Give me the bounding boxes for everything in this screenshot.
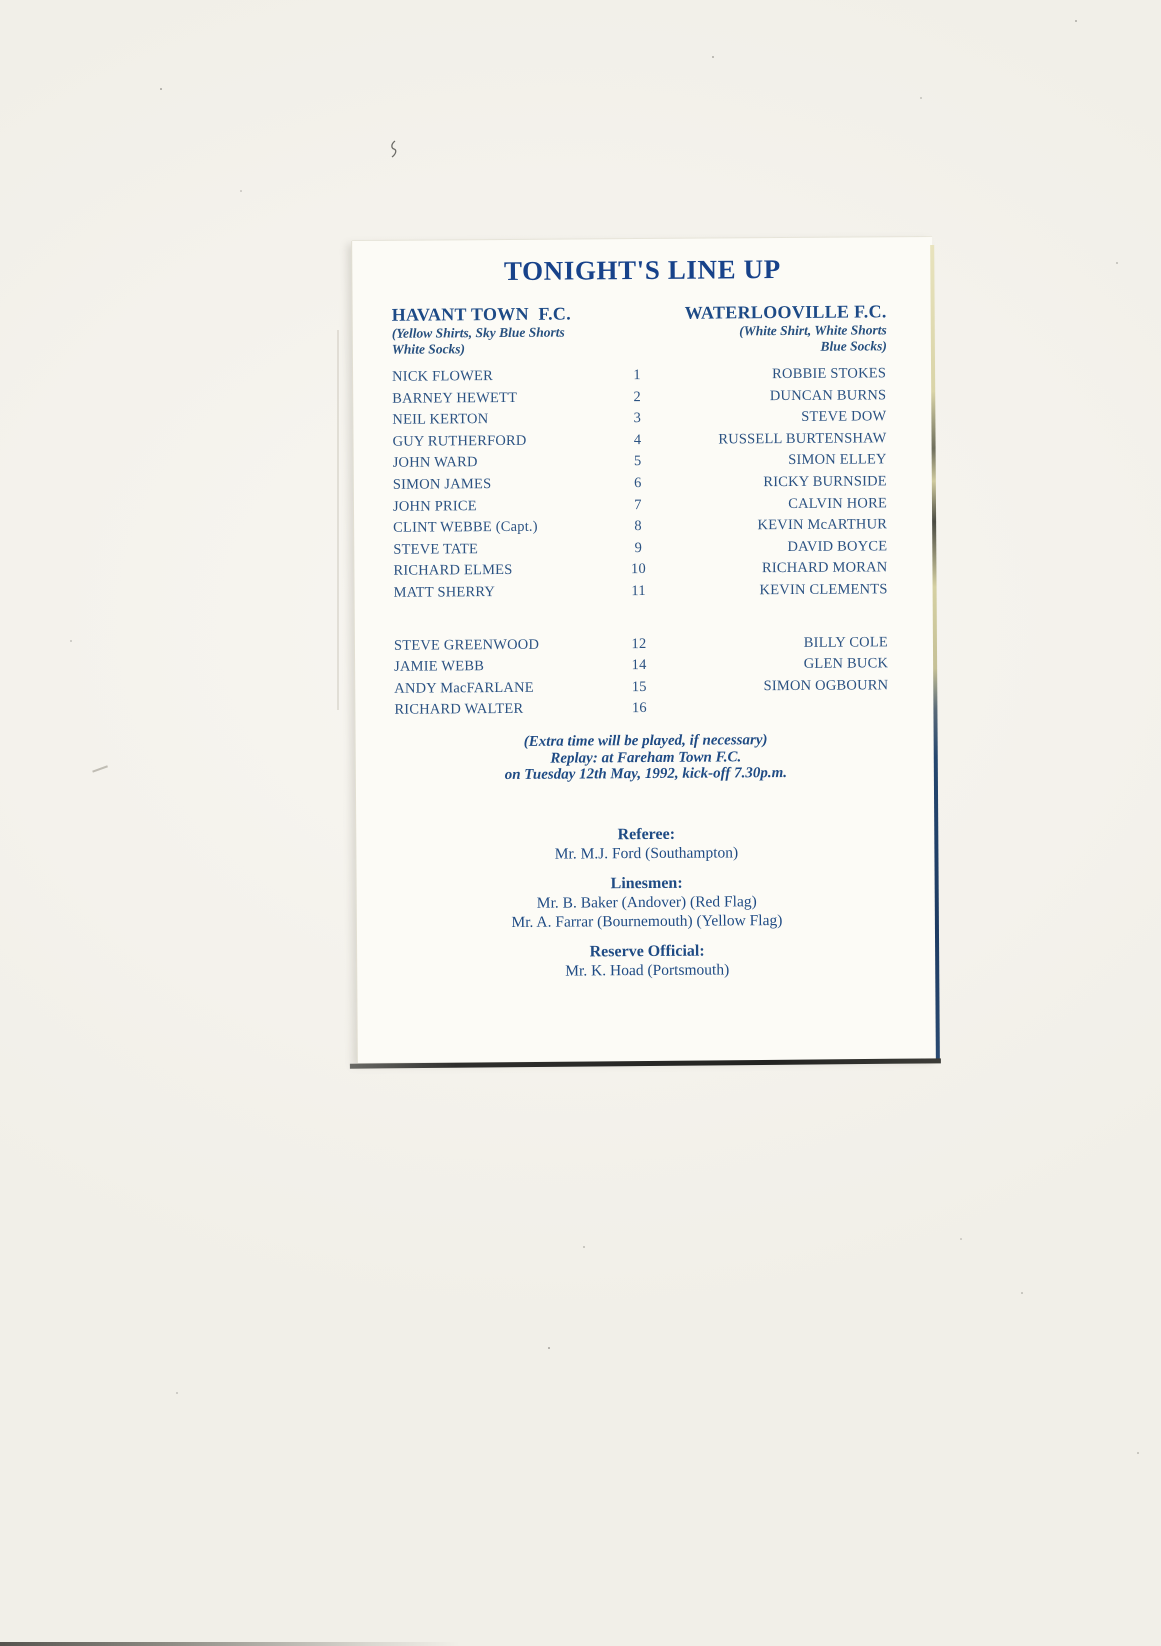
shirt-number: 3: [633, 410, 642, 427]
speckle: [70, 640, 72, 642]
away-player: RUSSELL BURTENSHAW: [718, 430, 887, 448]
linesmen-heading: Linesmen:: [610, 874, 683, 893]
away-team-header: [685, 301, 887, 354]
shirt-number: 10: [630, 561, 646, 578]
speckle: [1075, 20, 1077, 22]
scanner-edge-shadow: [0, 1642, 460, 1646]
home-team-name: HAVANT TOWN F.C.: [391, 303, 572, 325]
shirt-number: 5: [633, 453, 642, 470]
home-substitute: JAMIE WEBB: [394, 658, 485, 675]
home-player: BARNEY HEWETT: [392, 389, 518, 407]
away-player: RICHARD MORAN: [761, 559, 888, 577]
page-edge-crease: [337, 330, 339, 710]
away-substitute: [668, 699, 888, 722]
speckle: [176, 1392, 178, 1394]
away-kit-line2: Blue Socks): [820, 337, 887, 354]
home-substitute: STEVE GREENWOOD: [393, 636, 540, 654]
linesman-2: Mr. A. Farrar (Bournemouth) (Yellow Flag): [511, 912, 783, 931]
speckle: [960, 1238, 962, 1240]
home-player: NEIL KERTON: [392, 411, 489, 428]
speckle: [583, 1246, 585, 1248]
lineup-row: [394, 581, 888, 606]
home-player: SIMON JAMES: [392, 476, 492, 493]
linesman-1: Mr. B. Baker (Andover) (Red Flag): [536, 893, 757, 912]
away-player: CALVIN HORE: [788, 494, 888, 512]
speckle: [920, 97, 922, 99]
home-player: CLINT WEBBE (Capt.): [393, 518, 538, 536]
home-player: JOHN PRICE: [392, 497, 477, 515]
shirt-number: 6: [634, 474, 642, 492]
speckle: [548, 1347, 550, 1349]
shirt-number: 8: [634, 518, 642, 535]
away-team-name: WATERLOOVILLE F.C.: [684, 301, 887, 323]
speckle: [160, 88, 162, 90]
referee-name: Mr. M.J. Ford (Southampton): [554, 844, 739, 863]
home-player: STEVE TATE: [393, 540, 479, 558]
page-title: TONIGHT'S LINE UP: [503, 254, 781, 286]
speckle: [1021, 1292, 1023, 1294]
away-substitute: GLEN BUCK: [803, 655, 889, 673]
away-player: STEVE DOW: [801, 408, 887, 426]
reserve-official-name: Mr. K. Hoad (Portsmouth): [565, 961, 730, 980]
away-player: SIMON ELLEY: [788, 451, 887, 469]
home-player: JOHN WARD: [392, 454, 478, 472]
away-player: DUNCAN BURNS: [769, 386, 887, 404]
home-team-header: [392, 304, 572, 357]
home-player: NICK FLOWER: [392, 368, 494, 385]
away-kit-line1: (White Shirt, White Shorts: [739, 322, 887, 339]
lineup-table: [392, 365, 888, 723]
ink-squiggle-mark: [388, 140, 400, 160]
speckle: [240, 190, 242, 192]
shirt-number: 7: [634, 496, 642, 513]
speckle: [1137, 1452, 1139, 1454]
shirt-number: 16: [631, 700, 647, 717]
shirt-number: 1: [633, 367, 641, 384]
away-player: RICKY BURNSIDE: [763, 473, 887, 491]
home-substitute: ANDY MacFARLANE: [394, 679, 534, 697]
officials-section: [356, 823, 937, 982]
away-substitute: BILLY COLE: [803, 633, 889, 651]
reserve-official-heading: Reserve Official:: [589, 942, 705, 961]
home-kit-line1: (Yellow Shirts, Sky Blue Shorts: [391, 324, 565, 341]
shirt-number: 4: [633, 431, 642, 448]
substitute-row: [394, 699, 888, 724]
shirt-number: 2: [633, 388, 642, 405]
shirt-number: 11: [631, 582, 646, 600]
home-substitute: RICHARD WALTER: [394, 701, 524, 719]
home-player: GUY RUTHERFORD: [392, 432, 527, 450]
shirt-number: 14: [631, 657, 647, 674]
card-bottom-shadow: [350, 1058, 941, 1068]
speckle: [712, 56, 714, 58]
home-player: MATT SHERRY: [393, 583, 496, 601]
shirt-number: 15: [631, 678, 647, 695]
referee-heading: Referee:: [617, 825, 676, 844]
away-substitute: SIMON OGBOURN: [763, 677, 889, 694]
speckle: [1116, 262, 1118, 264]
scratch-mark: [92, 765, 108, 772]
away-player: DAVID BOYCE: [787, 538, 888, 555]
shirt-number: 12: [631, 635, 647, 652]
home-kit-line2: White Socks): [391, 340, 466, 357]
note-extra-time: (Extra time will be played, if necessary): [523, 732, 768, 750]
away-player: KEVIN McARTHUR: [757, 516, 888, 534]
away-player: KEVIN CLEMENTS: [759, 581, 888, 599]
away-player: ROBBIE STOKES: [772, 365, 887, 383]
match-notes: [356, 731, 936, 785]
note-replay: Replay: at Fareham Town F.C.: [550, 748, 742, 767]
programme-card: [352, 237, 938, 1063]
shirt-number: 9: [634, 539, 643, 556]
note-replay-date: on Tuesday 12th May, 1992, kick-off 7.30p.m.: [504, 765, 788, 783]
home-player: RICHARD ELMES: [393, 562, 513, 580]
